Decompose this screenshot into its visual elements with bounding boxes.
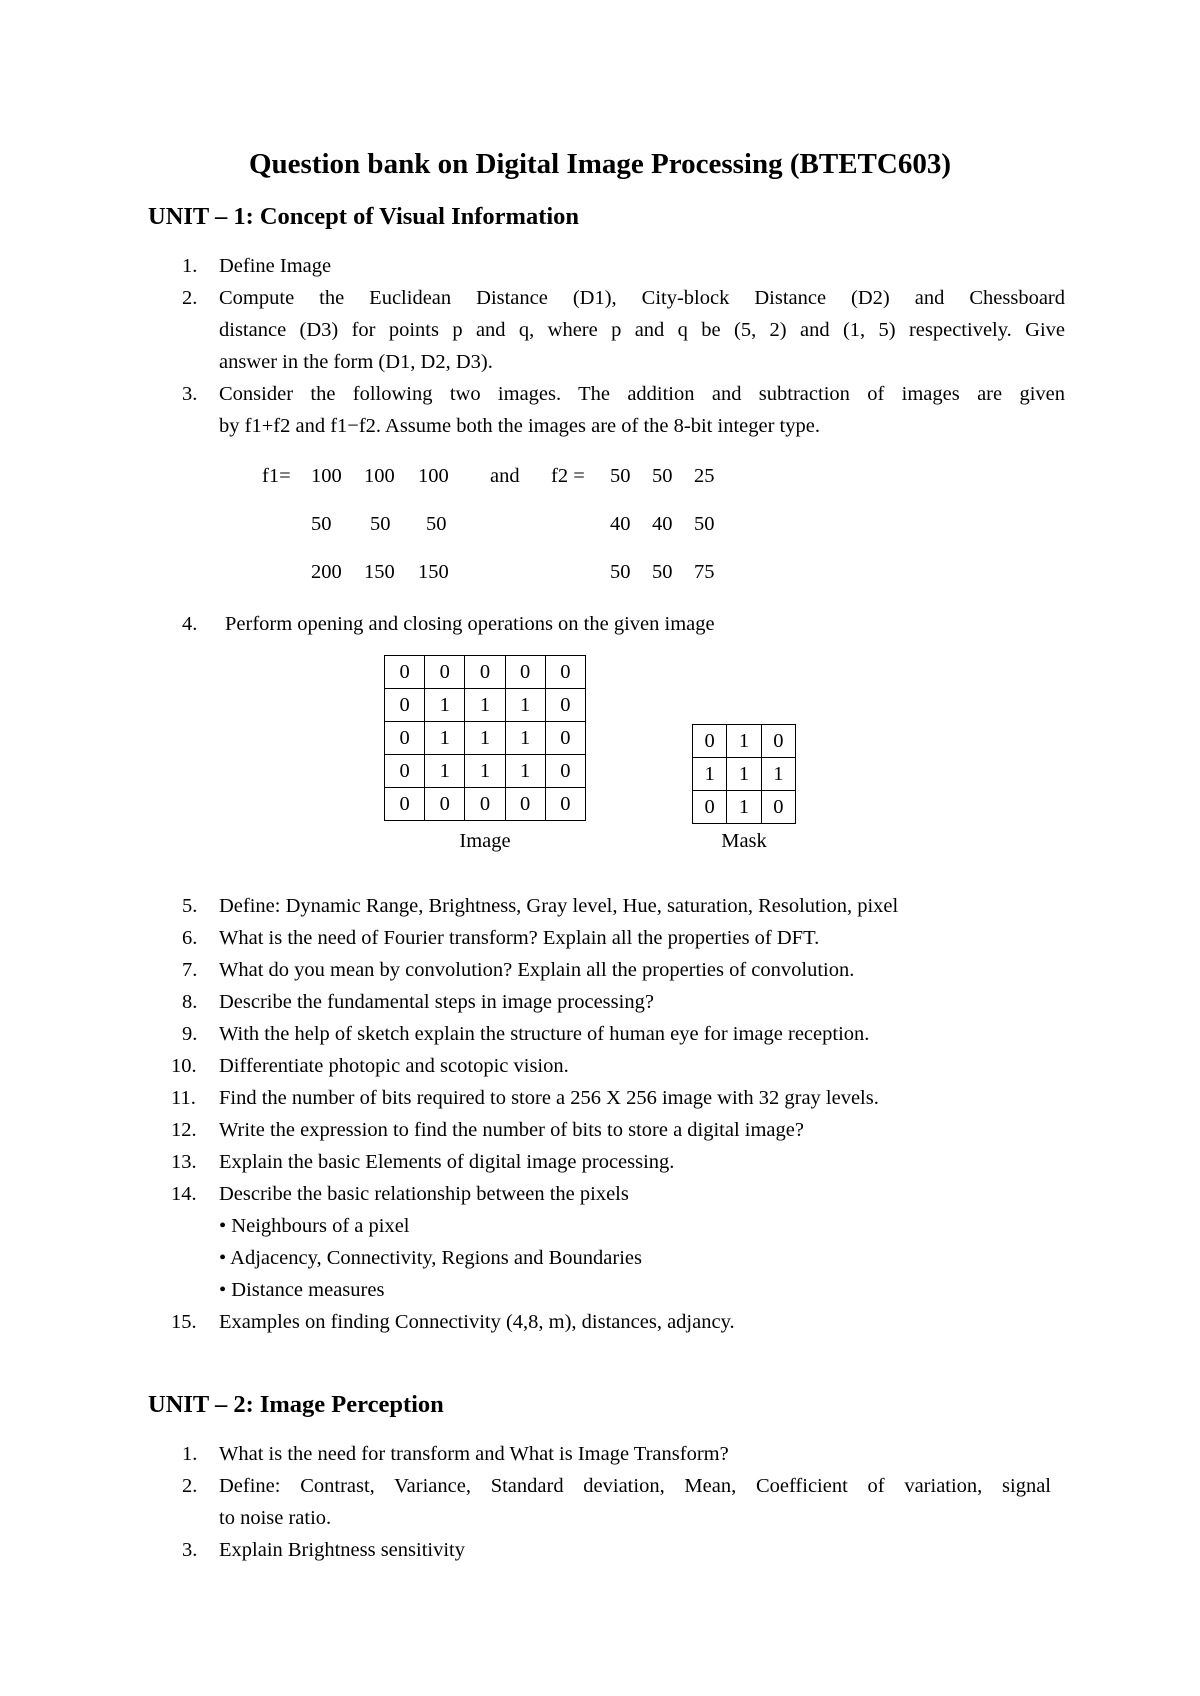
mask-grid bbox=[692, 724, 796, 824]
q8-text: Describe the fundamental steps in image processing? bbox=[219, 991, 654, 1013]
u2-q2-line-2: to noise ratio. bbox=[219, 1507, 332, 1529]
u2-q1-text: What is the need for transform and What is Image Transform? bbox=[219, 1443, 729, 1465]
mask-cell: 0 bbox=[761, 725, 795, 758]
bullet-item: • Distance measures bbox=[219, 1279, 385, 1301]
u2-q2-line-1 bbox=[219, 1475, 1051, 1498]
image-cell: 0 bbox=[545, 755, 585, 788]
image-cell: 0 bbox=[465, 788, 505, 821]
mask-caption: Mask bbox=[721, 830, 767, 852]
q11-text: Find the number of bits required to store a 256 X 256 image with 32 gray levels. bbox=[219, 1087, 879, 1109]
u2-q1-number: 1. bbox=[182, 1443, 198, 1465]
image-cell: 0 bbox=[425, 656, 465, 689]
u2-q2-line-1-text: Define: Contrast, Variance, Standard deviation, Mean, Coefficient of variation, signal bbox=[219, 1475, 1051, 1497]
q6-number: 6. bbox=[182, 927, 198, 949]
mask-cell: 1 bbox=[727, 725, 761, 758]
f1-label: f1= bbox=[262, 465, 291, 487]
f2-r3c1: 50 bbox=[610, 561, 631, 583]
q3-line-1 bbox=[219, 383, 1065, 406]
image-cell: 1 bbox=[465, 755, 505, 788]
mask-cell: 0 bbox=[693, 791, 727, 824]
q12-text: Write the expression to find the number of bits to store a digital image? bbox=[219, 1119, 804, 1141]
q1-number: 1. bbox=[182, 255, 198, 277]
bullet-item: • Adjacency, Connectivity, Regions and Boundaries bbox=[219, 1247, 642, 1269]
q5-text: Define: Dynamic Range, Brightness, Gray level, Hue, saturation, Resolution, pixel bbox=[219, 895, 899, 917]
bullet-item: • Neighbours of a pixel bbox=[219, 1215, 410, 1237]
q2-number: 2. bbox=[182, 287, 198, 309]
image-cell: 0 bbox=[545, 788, 585, 821]
unit-2-heading: UNIT – 2: Image Perception bbox=[148, 1391, 444, 1418]
mask-cell: 1 bbox=[761, 758, 795, 791]
image-cell: 0 bbox=[385, 788, 425, 821]
image-cell: 1 bbox=[425, 689, 465, 722]
f1-r1c1: 100 bbox=[311, 465, 342, 487]
f2-r2c2: 40 bbox=[652, 513, 673, 535]
q10-number: 10. bbox=[171, 1055, 197, 1077]
q2-line-1-text: Compute the Euclidean Distance (D1), City-block Distance (D2) and Chessboard bbox=[219, 287, 1065, 309]
q2-line-3: answer in the form (D1, D2, D3). bbox=[219, 351, 493, 373]
f1-r3c3: 150 bbox=[418, 561, 449, 583]
page-title: Question bank on Digital Image Processing (BTETC603) bbox=[249, 148, 951, 180]
q11-number: 11. bbox=[171, 1087, 196, 1109]
q4-number: 4. bbox=[182, 613, 198, 635]
q3-line-1-text: Consider the following two images. The addition and subtraction of images are given bbox=[219, 383, 1065, 405]
f2-r1c1: 50 bbox=[610, 465, 631, 487]
f2-label: f2 = bbox=[551, 465, 585, 487]
q6-text: What is the need of Fourier transform? Explain all the properties of DFT. bbox=[219, 927, 820, 949]
image-cell: 0 bbox=[505, 656, 545, 689]
image-cell: 1 bbox=[465, 722, 505, 755]
image-cell: 1 bbox=[505, 689, 545, 722]
u2-q2-number: 2. bbox=[182, 1475, 198, 1497]
q4-text: Perform opening and closing operations on the given image bbox=[225, 613, 715, 635]
image-cell: 0 bbox=[505, 788, 545, 821]
f2-r2c1: 40 bbox=[610, 513, 631, 535]
f1-r3c2: 150 bbox=[364, 561, 395, 583]
q1-text: Define Image bbox=[219, 255, 332, 277]
image-cell: 0 bbox=[425, 788, 465, 821]
f2-r2c3: 50 bbox=[694, 513, 715, 535]
image-cell: 0 bbox=[465, 656, 505, 689]
image-cell: 1 bbox=[425, 722, 465, 755]
image-cell: 1 bbox=[425, 755, 465, 788]
q13-text: Explain the basic Elements of digital image processing. bbox=[219, 1151, 675, 1173]
image-cell: 0 bbox=[545, 656, 585, 689]
q2-line-2-text: distance (D3) for points p and q, where p and q be (5, 2) and (1, 5) respectively. Give bbox=[219, 319, 1065, 341]
f1-r3c1: 200 bbox=[311, 561, 342, 583]
f2-r3c3: 75 bbox=[694, 561, 715, 583]
q12-number: 12. bbox=[171, 1119, 197, 1141]
image-cell: 0 bbox=[385, 722, 425, 755]
q3-number: 3. bbox=[182, 383, 198, 405]
mask-cell: 0 bbox=[693, 725, 727, 758]
image-cell: 0 bbox=[385, 689, 425, 722]
image-cell: 0 bbox=[545, 689, 585, 722]
q3-line-2: by f1+f2 and f1−f2. Assume both the images are of the 8-bit integer type. bbox=[219, 415, 820, 437]
image-cell: 1 bbox=[505, 755, 545, 788]
f2-r3c2: 50 bbox=[652, 561, 673, 583]
q14-text: Describe the basic relationship between the pixels bbox=[219, 1183, 629, 1205]
image-caption: Image bbox=[459, 830, 511, 852]
f1-r2c1: 50 bbox=[311, 513, 332, 535]
u2-q3-number: 3. bbox=[182, 1539, 198, 1561]
image-cell: 0 bbox=[545, 722, 585, 755]
f2-r1c2: 50 bbox=[652, 465, 673, 487]
q8-number: 8. bbox=[182, 991, 198, 1013]
q9-number: 9. bbox=[182, 1023, 198, 1045]
q15-text: Examples on finding Connectivity (4,8, m), distances, adjancy. bbox=[219, 1311, 735, 1333]
q7-text: What do you mean by convolution? Explain all the properties of convolution. bbox=[219, 959, 855, 981]
q13-number: 13. bbox=[171, 1151, 197, 1173]
f2-r1c3: 25 bbox=[694, 465, 715, 487]
q7-number: 7. bbox=[182, 959, 198, 981]
mask-cell: 0 bbox=[761, 791, 795, 824]
image-grid bbox=[384, 655, 586, 821]
q14-number: 14. bbox=[171, 1183, 197, 1205]
mask-cell: 1 bbox=[693, 758, 727, 791]
q5-number: 5. bbox=[182, 895, 198, 917]
q15-number: 15. bbox=[171, 1311, 197, 1333]
and-label: and bbox=[490, 465, 520, 487]
unit-1-heading: UNIT – 1: Concept of Visual Information bbox=[148, 203, 580, 230]
f1-r2c2: 50 bbox=[370, 513, 391, 535]
mask-cell: 1 bbox=[727, 791, 761, 824]
q2-line-2 bbox=[219, 319, 1065, 342]
u2-q3-text: Explain Brightness sensitivity bbox=[219, 1539, 465, 1561]
image-cell: 1 bbox=[505, 722, 545, 755]
f1-r1c3: 100 bbox=[418, 465, 449, 487]
q10-text: Differentiate photopic and scotopic vision. bbox=[219, 1055, 569, 1077]
image-cell: 0 bbox=[385, 755, 425, 788]
image-cell: 0 bbox=[385, 656, 425, 689]
f1-r2c3: 50 bbox=[426, 513, 447, 535]
q9-text: With the help of sketch explain the structure of human eye for image reception. bbox=[219, 1023, 870, 1045]
q2-line-1 bbox=[219, 287, 1065, 310]
f1-r1c2: 100 bbox=[364, 465, 395, 487]
image-cell: 1 bbox=[465, 689, 505, 722]
mask-cell: 1 bbox=[727, 758, 761, 791]
